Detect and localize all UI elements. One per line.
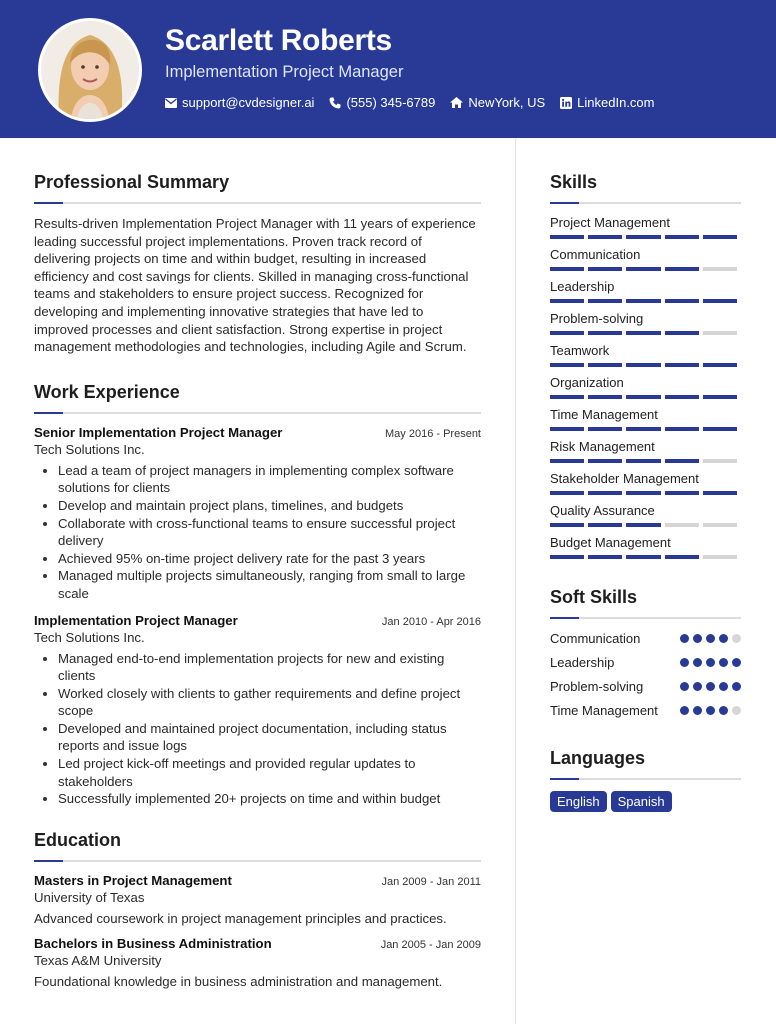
list-item: Successfully implemented 20+ projects on time and within budget (58, 790, 481, 808)
rating-dot (732, 682, 741, 691)
list-item: Lead a team of project managers in implementing complex software solutions for clients (58, 462, 481, 497)
rating-dot (719, 682, 728, 691)
rating-dot (693, 658, 702, 667)
contact-bar (165, 95, 670, 110)
degree: Bachelors in Business Administration (34, 935, 272, 951)
rating-dot (732, 706, 741, 715)
skill-level-segment (703, 523, 737, 527)
rating-dot (706, 706, 715, 715)
language-tags (550, 791, 741, 812)
skill-level-bar (550, 395, 741, 399)
skill-item (550, 343, 741, 367)
rating-dot (693, 682, 702, 691)
main-column (34, 172, 481, 997)
rating-dot (693, 706, 702, 715)
skill-level-segment (626, 363, 660, 367)
skill-level-segment (626, 299, 660, 303)
job-dates: May 2016 - Present (385, 427, 481, 440)
skill-level-segment (626, 331, 660, 335)
skill-level-bar (550, 267, 741, 271)
skill-name: Risk Management (550, 439, 655, 454)
skill-level-segment (703, 491, 737, 495)
contact-phone[interactable] (329, 95, 435, 110)
section-rule (550, 778, 741, 780)
soft-skill-name: Problem-solving (550, 679, 644, 694)
rating-dot (680, 658, 689, 667)
list-item: Led project kick-off meetings and provided regular updates to stakeholders (58, 755, 481, 790)
skill-level-segment (665, 395, 699, 399)
skill-level-bar (550, 459, 741, 463)
section-heading: Professional Summary (34, 172, 230, 192)
section-heading: Work Experience (34, 381, 180, 402)
phone-icon (329, 97, 341, 109)
skill-level-segment (703, 427, 737, 431)
skill-level-segment (665, 491, 699, 495)
skill-level-segment (703, 331, 737, 335)
job-bullets (34, 650, 481, 808)
side-column (550, 172, 741, 812)
soft-skill-item (550, 702, 741, 720)
list-item: Developed and maintained project documentation, including status reports and issue logs (58, 720, 481, 755)
soft-skill-name: Time Management (550, 703, 658, 718)
skill-level-bar (550, 363, 741, 367)
section-heading: Soft Skills (550, 587, 638, 607)
skill-level-segment (550, 363, 584, 367)
skill-level-segment (550, 555, 584, 559)
skill-level-segment (703, 459, 737, 463)
job-role: Senior Implementation Project Manager (34, 424, 283, 440)
section-rule (34, 412, 481, 414)
skill-level-segment (626, 267, 660, 271)
job-dates: Jan 2010 - Apr 2016 (381, 615, 481, 628)
skill-level-segment (550, 395, 584, 399)
soft-skill-rating (676, 678, 741, 691)
skill-level-segment (665, 427, 699, 431)
rating-dot (693, 634, 702, 643)
education-description: Foundational knowledge in business administration and management. (34, 973, 443, 989)
soft-skill-rating (676, 630, 741, 643)
skill-item (550, 535, 741, 559)
linkedin-icon (560, 97, 572, 109)
list-item: Worked closely with clients to gather requirements and define project scope (58, 685, 481, 720)
section-rule (550, 202, 741, 204)
education-dates: Jan 2009 - Jan 2011 (381, 875, 481, 888)
skill-level-segment (703, 363, 737, 367)
education-entry (34, 936, 481, 989)
skill-level-segment (588, 395, 622, 399)
skill-item (550, 439, 741, 463)
home-icon (450, 97, 463, 108)
rating-dot (719, 706, 728, 715)
skill-level-segment (626, 491, 660, 495)
skill-level-segment (665, 363, 699, 367)
language-tag: English (550, 791, 607, 812)
section-rule (34, 860, 481, 862)
skill-item (550, 503, 741, 527)
skill-item (550, 215, 741, 239)
section-rule (34, 202, 481, 204)
skill-name: Stakeholder Management (550, 471, 699, 486)
skill-level-bar (550, 331, 741, 335)
skill-level-bar (550, 427, 741, 431)
skill-level-segment (665, 459, 699, 463)
section-heading: Skills (550, 172, 598, 192)
list-item: Managed end-to-end implementation projects for new and existing clients (58, 650, 481, 685)
skills-list (550, 215, 741, 559)
skill-name: Teamwork (550, 343, 610, 358)
soft-skill-rating (676, 702, 741, 715)
skill-level-segment (626, 459, 660, 463)
skill-level-bar (550, 491, 741, 495)
envelope-icon (165, 98, 177, 108)
skill-name: Time Management (550, 407, 658, 422)
rating-dot (732, 658, 741, 667)
skill-level-segment (665, 299, 699, 303)
skill-level-segment (703, 235, 737, 239)
skill-level-bar (550, 299, 741, 303)
contact-linkedin-text: LinkedIn.com (577, 95, 655, 110)
skill-level-segment (665, 267, 699, 271)
job-company: Tech Solutions Inc. (34, 441, 145, 457)
skill-level-segment (703, 267, 737, 271)
rating-dot (680, 634, 689, 643)
skill-item (550, 311, 741, 335)
rating-dot (706, 634, 715, 643)
skill-name: Quality Assurance (550, 503, 655, 518)
avatar (38, 18, 142, 122)
profile-photo-icon (41, 21, 139, 119)
skill-level-segment (626, 555, 660, 559)
language-tag: Spanish (611, 791, 672, 812)
job-company: Tech Solutions Inc. (34, 629, 145, 645)
skill-level-segment (626, 235, 660, 239)
experience-section (34, 382, 481, 808)
skill-item (550, 279, 741, 303)
skill-item (550, 247, 741, 271)
skill-level-segment (703, 395, 737, 399)
summary-text: Results-driven Implementation Project Manager with 11 years of experience leading successful project implementations. Proven track record of delivering projects on time and within budget, resulting in increased efficiency and cost savings for clients. Skilled in managing cross-functional teams and stakeholders to ensure project success. Recognized for developing and implementing innovative strategies that have led to improved processes and client satisfaction. Strong expertise in project management methodologies and technologies, including Agile and Scrum. (34, 216, 476, 355)
list-item: Collaborate with cross-functional teams to ensure successful project delivery (58, 515, 481, 550)
education-description: Advanced coursework in project management principles and practices. (34, 910, 447, 926)
skill-level-bar (550, 235, 741, 239)
skill-level-segment (588, 299, 622, 303)
school: Texas A&M University (34, 952, 162, 968)
section-rule (550, 617, 741, 619)
soft-skill-name: Communication (550, 631, 641, 646)
skill-level-segment (550, 459, 584, 463)
skill-level-segment (588, 427, 622, 431)
skill-level-segment (588, 363, 622, 367)
skill-level-segment (550, 235, 584, 239)
rating-dot (706, 682, 715, 691)
contact-location (450, 95, 545, 110)
skill-level-segment (588, 235, 622, 239)
job-entry (34, 425, 481, 603)
rating-dot (732, 634, 741, 643)
education-dates: Jan 2005 - Jan 2009 (380, 938, 481, 951)
skill-level-segment (550, 267, 584, 271)
skill-level-segment (550, 427, 584, 431)
contact-email[interactable] (165, 95, 314, 110)
soft-skill-item (550, 654, 741, 672)
languages-section (550, 748, 741, 812)
contact-email-text: support@cvdesigner.ai (182, 95, 315, 110)
job-entry (34, 613, 481, 808)
skill-level-segment (665, 235, 699, 239)
skill-level-segment (550, 491, 584, 495)
skill-item (550, 407, 741, 431)
section-heading: Languages (550, 748, 646, 768)
skill-name: Problem-solving (550, 311, 644, 326)
skill-level-segment (550, 523, 584, 527)
skill-level-segment (626, 523, 660, 527)
skill-level-segment (588, 267, 622, 271)
skill-level-segment (703, 299, 737, 303)
soft-skill-item (550, 678, 741, 696)
soft-skill-item (550, 630, 741, 648)
skill-level-segment (550, 331, 584, 335)
skill-name: Organization (550, 375, 624, 390)
job-bullets (34, 462, 481, 603)
soft-skills-section (550, 587, 741, 720)
skill-level-segment (665, 331, 699, 335)
contact-location-text: NewYork, US (468, 95, 546, 110)
rating-dot (719, 634, 728, 643)
education-section (34, 830, 481, 989)
candidate-name: Scarlett Roberts (165, 24, 392, 57)
soft-skill-name: Leadership (550, 655, 615, 670)
skill-name: Budget Management (550, 535, 671, 550)
rating-dot (680, 706, 689, 715)
school: University of Texas (34, 889, 145, 905)
skill-level-segment (665, 523, 699, 527)
list-item: Managed multiple projects simultaneously, ranging from small to large scale (58, 567, 481, 602)
column-divider (515, 138, 516, 1024)
skill-level-segment (588, 459, 622, 463)
skill-level-segment (665, 555, 699, 559)
rating-dot (706, 658, 715, 667)
summary-section (34, 172, 481, 356)
rating-dot (719, 658, 728, 667)
contact-phone-text: (555) 345-6789 (346, 95, 436, 110)
skill-level-segment (588, 331, 622, 335)
skills-section (550, 172, 741, 559)
education-entry (34, 873, 481, 926)
job-role: Implementation Project Manager (34, 612, 238, 628)
skill-level-segment (626, 395, 660, 399)
soft-skill-rating (676, 654, 741, 667)
contact-linkedin[interactable] (560, 95, 654, 110)
skill-item (550, 375, 741, 399)
skill-level-segment (588, 491, 622, 495)
skill-level-segment (588, 555, 622, 559)
rating-dot (680, 682, 689, 691)
list-item: Achieved 95% on-time project delivery rate for the past 3 years (58, 550, 481, 568)
skill-level-bar (550, 555, 741, 559)
skill-name: Project Management (550, 215, 670, 230)
skill-level-segment (550, 299, 584, 303)
skill-level-segment (703, 555, 737, 559)
skill-name: Leadership (550, 279, 615, 294)
candidate-title: Implementation Project Manager (165, 63, 404, 81)
resume-header (0, 0, 776, 138)
skill-level-bar (550, 523, 741, 527)
skill-level-segment (626, 427, 660, 431)
degree: Masters in Project Management (34, 872, 232, 888)
soft-skills-list (550, 630, 741, 720)
list-item: Develop and maintain project plans, timelines, and budgets (58, 497, 481, 515)
section-heading: Education (34, 829, 122, 850)
skill-level-segment (588, 523, 622, 527)
skill-item (550, 471, 741, 495)
skill-name: Communication (550, 247, 641, 262)
